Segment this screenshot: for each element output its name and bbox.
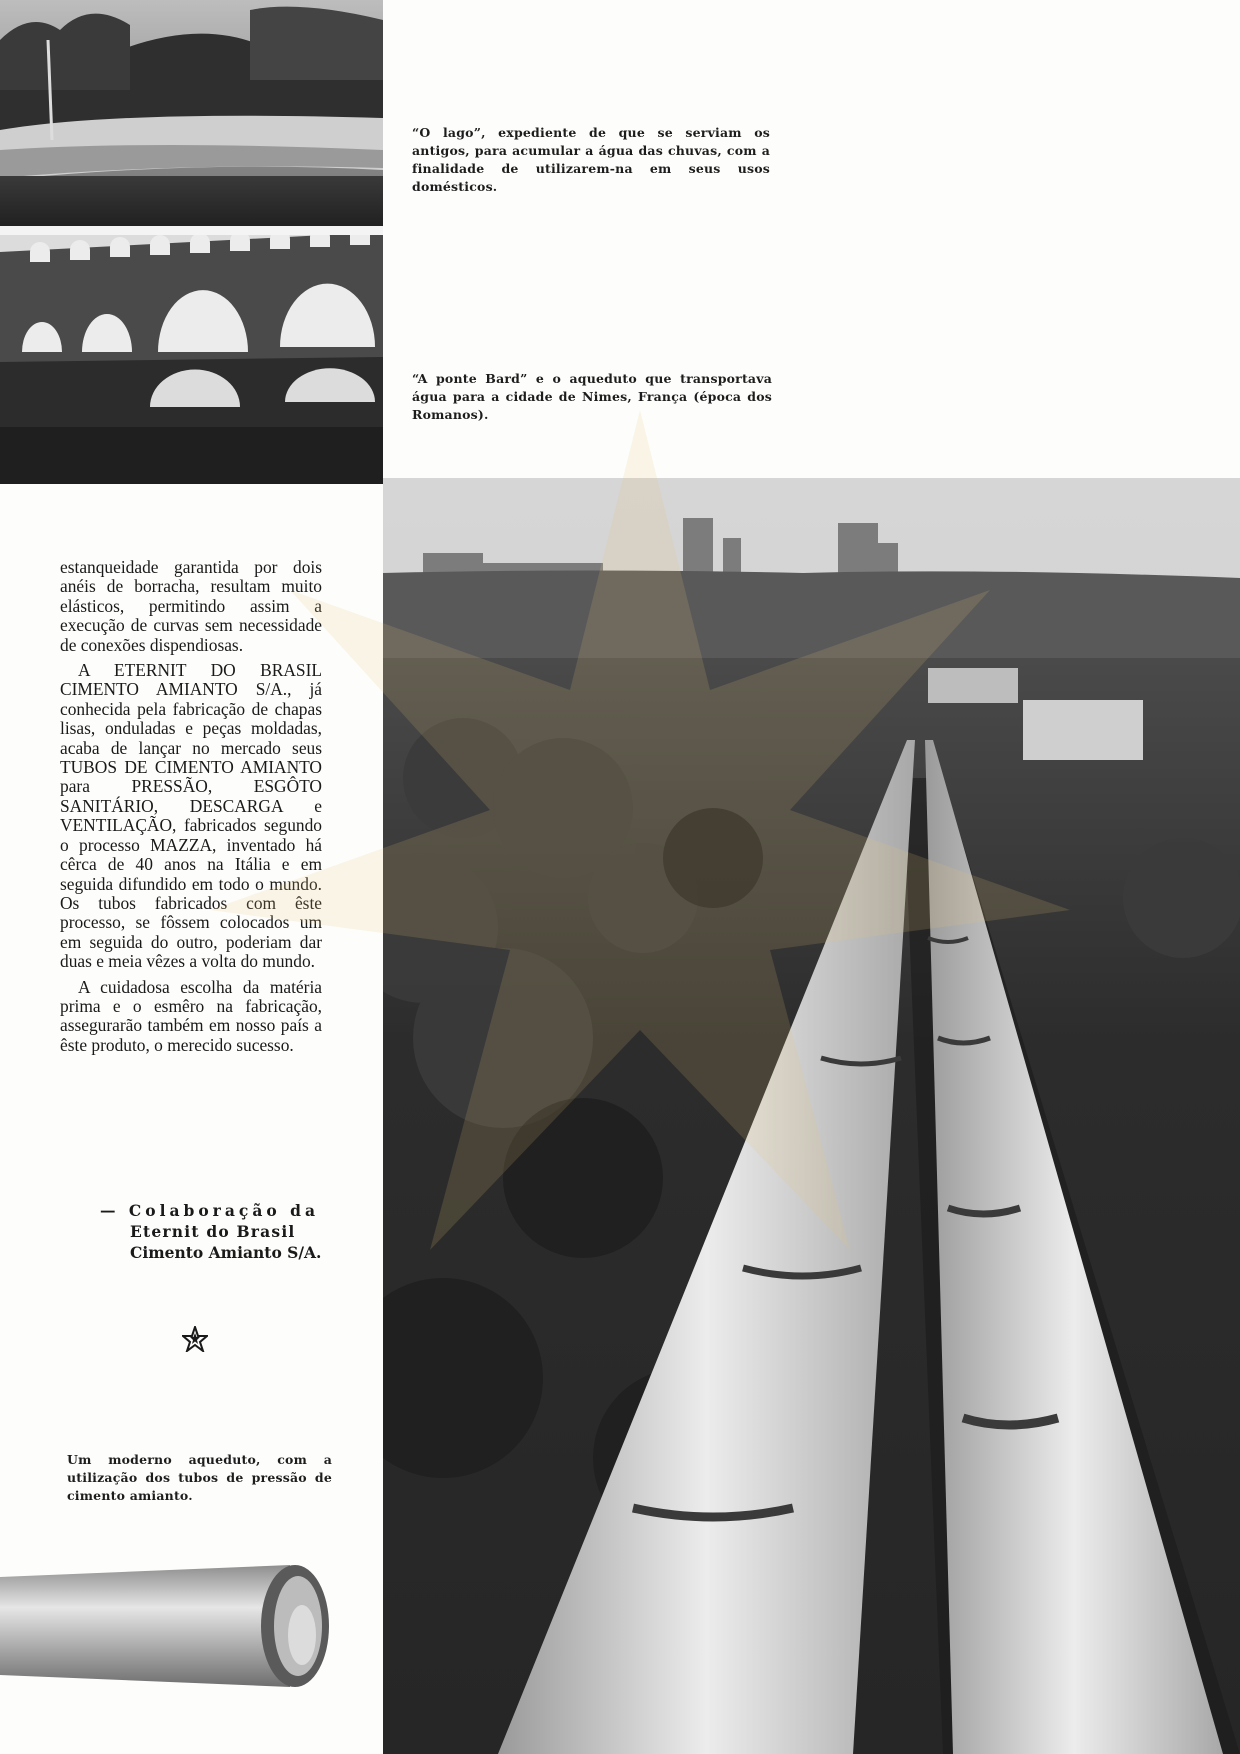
lake-photo (0, 0, 383, 232)
cement-tube-photo (0, 1555, 335, 1700)
bridge-caption: “A ponte Bard” e o aqueduto que transportava água para a cidade de Nimes, França (época dos Romanos). (412, 371, 772, 422)
article-paragraph: A ETERNIT DO BRASIL CIMENTO AMIANTO S/A., já conhecida pela fabricação de chapas lisas, onduladas e peças moldadas, acaba de lançar no mercado seus TUBOS DE CIMENTO AMIANTO para PRESSÃO, ESGÔTO SANITÁRIO, DESCARGA e VENTILAÇÃO, fabricados segundo o processo MAZZA, inventado há cêrca de 40 anos na Itália e em seguida difundido em todo o mundo. Os tubos fabricados com êste processo, se fôssem colocados um em seguida do outro, poderiam dar duas e meia vêzes a volta do mundo. (60, 660, 322, 972)
credit-block (100, 1200, 332, 1263)
credit-line: Eternit do Brasil (130, 1222, 296, 1241)
credit-line: Cimento Amianto S/A. (130, 1243, 322, 1262)
star-icon (182, 1326, 208, 1352)
article-body (60, 558, 322, 1061)
article-paragraph: estanqueidade garantida por dois anéis de borracha, resultam muito elásticos, permitindo assim a execução de curvas sem necessidade de conexões dispendiosas. (60, 557, 322, 655)
lake-caption: “O lago”, expediente de que se serviam os antigos, para acumular a água das chuvas, com a finalidade de utilizarem-na em seus usos domésticos. (412, 125, 770, 194)
credit-line: — Colaboração da (100, 1201, 319, 1220)
modern-aqueduct-caption: Um moderno aqueduto, com a utilização dos tubos de pressão de cimento amianto. (67, 1452, 332, 1503)
aqueduct-bridge-photo (0, 232, 383, 484)
modern-aqueduct-photo (383, 478, 1240, 1754)
article-paragraph: A cuidadosa escolha da matéria prima e o esmêro na fabricação, assegurarão também em nosso país a êste produto, o merecido sucesso. (60, 976, 322, 1055)
